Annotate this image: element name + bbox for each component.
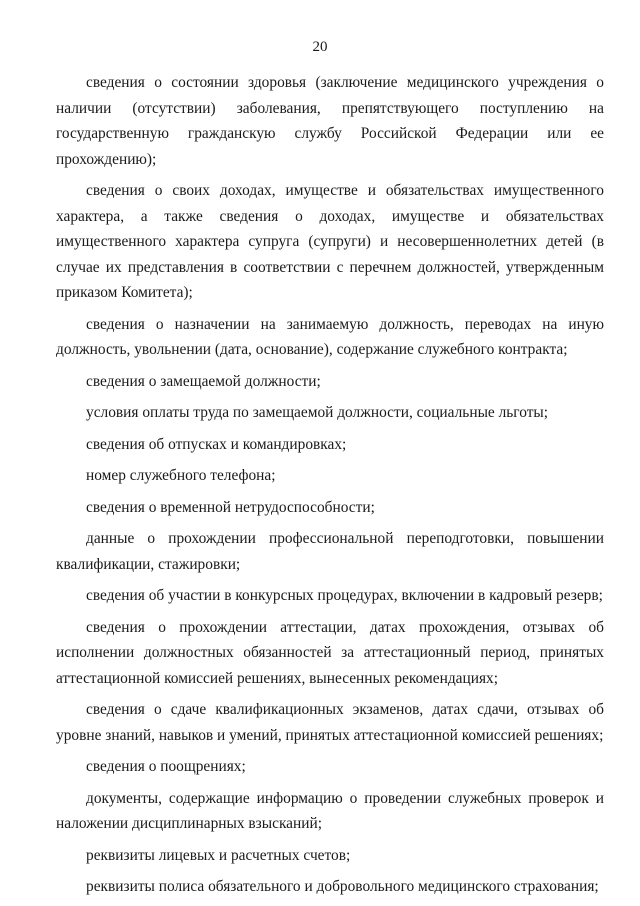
paragraph-insurance: реквизиты полиса обязательного и добровольного медицинского страхования; <box>86 878 599 895</box>
paragraph-health: сведения о состоянии здоровья (заключение медицинского учреждения о наличии (отсутствии) заболевания, препятствующего поступлению на государственную гражданскую службу Российской Федерации или ее прохождению); <box>56 74 604 168</box>
paragraph-vacations: сведения об отпусках и командировках; <box>86 435 347 453</box>
paragraph-awards: сведения о поощрениях; <box>86 758 246 775</box>
paragraph-position: сведения о замещаемой должности; <box>86 372 321 390</box>
paragraph-competitions: сведения об участии в конкурсных процедурах, включении в кадровый резерв; <box>86 587 603 604</box>
paragraph-attestation: сведения о прохождении аттестации, датах прохождения, отзывах об исполнении должностных обязанностей за аттестационный период, принятых аттестационной комиссией решениях, вынесенных рекомендациях; <box>56 618 604 687</box>
paragraph-accounts: реквизиты лицевых и расчетных счетов; <box>86 846 351 864</box>
paragraph-inspections: документы, содержащие информацию о проведении служебных проверок и наложении дисциплинарных взысканий; <box>56 789 604 832</box>
page-number: 20 <box>312 39 328 55</box>
paragraph-training: данные о прохождении профессиональной переподготовки, повышении квалификации, стажировки; <box>56 530 604 573</box>
paragraph-disability: сведения о временной нетрудоспособности; <box>86 498 375 516</box>
paragraph-phone: номер служебного телефона; <box>86 467 276 484</box>
paragraph-exams: сведения о сдаче квалификационных экзаменов, датах сдачи, отзывах об уровне знаний, навыков и умений, принятых аттестационной комиссией решениях; <box>56 701 604 744</box>
paragraph-appointment: сведения о назначении на занимаемую должность, переводах на иную должность, увольнении (дата, основание), содержание служебного контракта; <box>56 315 604 358</box>
paragraph-pay: условия оплаты труда по замещаемой должности, социальные льготы; <box>86 404 549 421</box>
document-body <box>56 70 604 906</box>
paragraph-income: сведения о своих доходах, имуществе и обязательствах имущественного характера, а также сведения о доходах, имуществе и обязательствах имущественного характера супруга (супруги) и несовершеннолетних детей (в случае их представления в соответствии с перечнем должностей, утвержденным приказом Комитета); <box>56 182 604 301</box>
